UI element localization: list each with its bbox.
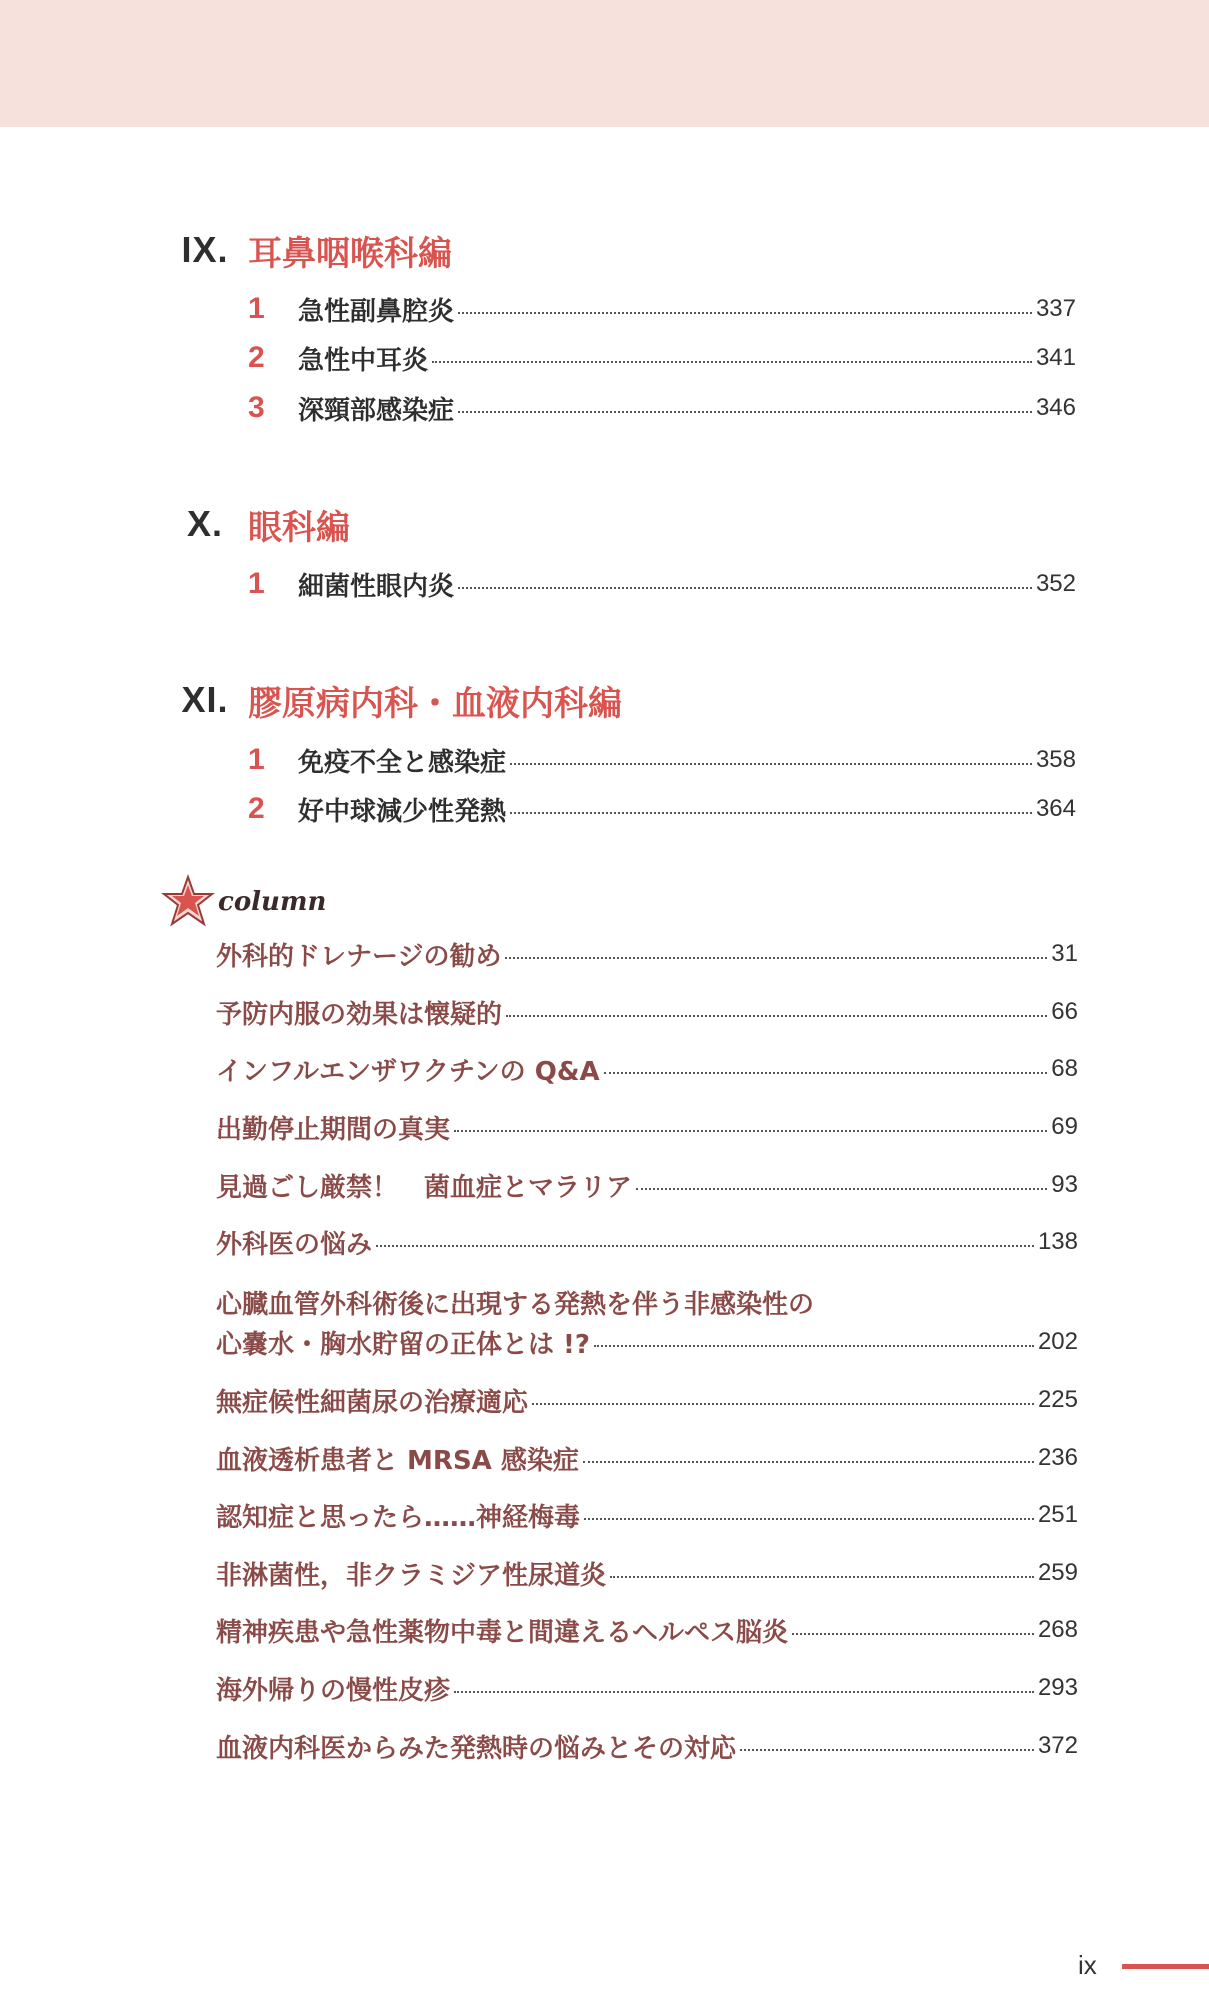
dot-leader: [604, 1071, 1048, 1074]
entry-title: 精神疾患や急性薬物中毒と間違えるヘルペス脳炎: [216, 1617, 789, 1648]
section-title: 膠原病内科・血液内科編: [248, 683, 622, 724]
entry-number: 1: [248, 292, 265, 325]
entry-title: 免疫不全と感染症: [298, 747, 507, 778]
section-title: 耳鼻咽喉科編: [248, 233, 452, 274]
dot-leader: [505, 956, 1047, 959]
column-entry[interactable]: [216, 1282, 1078, 1362]
entry-title-line2: 心嚢水・胸水貯留の正体とは !?: [216, 1329, 590, 1360]
entry-page: 69: [1051, 1113, 1078, 1140]
dot-leader: [432, 360, 1032, 363]
toc-entry[interactable]: [248, 740, 1076, 780]
entry-page: 358: [1035, 746, 1076, 773]
entry-number: 3: [248, 391, 265, 424]
entry-title: 無症候性細菌尿の治療適応: [216, 1387, 529, 1418]
section-numeral: X.: [186, 503, 223, 544]
section-heading-xi: [168, 678, 622, 722]
column-label: column: [218, 887, 327, 917]
entry-number: 1: [248, 743, 265, 776]
column-entry[interactable]: [216, 1553, 1078, 1593]
section-heading-ix: [168, 228, 452, 272]
page-number-rule: [1122, 1964, 1209, 1969]
dot-leader: [740, 1748, 1034, 1751]
section-numeral: XI.: [181, 679, 229, 720]
entry-title: 認知症と思ったら……神経梅毒: [216, 1502, 581, 1533]
entry-page: 138: [1037, 1228, 1078, 1255]
entry-number: 2: [248, 792, 265, 825]
dot-leader: [583, 1460, 1034, 1463]
entry-title: 非淋菌性，非クラミジア性尿道炎: [216, 1560, 607, 1591]
entry-page: 293: [1037, 1674, 1078, 1701]
entry-title: 見過ごし厳禁！ 菌血症とマラリア: [216, 1172, 633, 1203]
entry-title: インフルエンザワクチンの Q&A: [216, 1056, 600, 1087]
dot-leader: [610, 1575, 1034, 1578]
dot-leader: [458, 311, 1032, 314]
dot-leader: [506, 1014, 1047, 1017]
column-entry[interactable]: [216, 1438, 1078, 1478]
dot-leader: [454, 1129, 1047, 1132]
entry-page: 225: [1037, 1386, 1078, 1413]
dot-leader: [594, 1344, 1034, 1347]
entry-page: 364: [1035, 795, 1076, 822]
entry-page: 236: [1037, 1444, 1078, 1471]
entry-page: 68: [1051, 1055, 1078, 1082]
entry-title: 血液内科医からみた発熱時の悩みとその対応: [216, 1733, 737, 1764]
column-entry[interactable]: [216, 1380, 1078, 1420]
column-entry[interactable]: [216, 1165, 1078, 1205]
entry-title: 好中球減少性発熱: [298, 796, 507, 827]
entry-page: 352: [1035, 570, 1076, 597]
dot-leader: [458, 586, 1032, 589]
dot-leader: [454, 1690, 1034, 1693]
entry-title: 急性副鼻腔炎: [298, 296, 455, 327]
dot-leader: [792, 1632, 1034, 1635]
column-entry[interactable]: [216, 1107, 1078, 1147]
column-entry[interactable]: [216, 1049, 1078, 1089]
entry-title-line1: 心臓血管外科術後に出現する発熱を伴う非感染性の: [216, 1289, 815, 1320]
column-entry[interactable]: [216, 1495, 1078, 1535]
dot-leader: [584, 1517, 1034, 1520]
toc-entry[interactable]: [248, 338, 1076, 378]
toc-entry[interactable]: [248, 564, 1076, 604]
entry-page: 251: [1037, 1501, 1078, 1528]
entry-title: 血液透析患者と MRSA 感染症: [216, 1445, 579, 1476]
dot-leader: [510, 762, 1032, 765]
column-entry[interactable]: [216, 934, 1078, 974]
column-entry[interactable]: [216, 1222, 1078, 1262]
entry-title: 予防内服の効果は懐疑的: [216, 999, 503, 1030]
entry-title: 外科医の悩み: [216, 1229, 373, 1260]
entry-page: 31: [1051, 940, 1078, 967]
entry-title: 急性中耳炎: [298, 345, 429, 376]
section-heading-x: [168, 502, 350, 546]
page-number: ix: [1078, 1950, 1097, 1980]
entry-page: 66: [1051, 998, 1078, 1025]
entry-title: 海外帰りの慢性皮疹: [216, 1675, 451, 1706]
entry-page: 341: [1035, 344, 1076, 371]
entry-title: 細菌性眼内炎: [298, 571, 455, 602]
entry-page: 259: [1037, 1559, 1078, 1586]
column-entry[interactable]: [216, 1726, 1078, 1766]
entry-number: 1: [248, 567, 265, 600]
column-entry[interactable]: [216, 1668, 1078, 1708]
column-entry[interactable]: [216, 1610, 1078, 1650]
dot-leader: [376, 1244, 1034, 1247]
star-badge-icon: [160, 874, 216, 930]
entry-page: 337: [1035, 295, 1076, 322]
entry-page: 346: [1035, 394, 1076, 421]
toc-entry[interactable]: [248, 388, 1076, 428]
entry-title: 外科的ドレナージの勧め: [216, 941, 502, 972]
section-title: 眼科編: [248, 507, 350, 548]
toc-entry[interactable]: [248, 289, 1076, 329]
column-heading: [160, 872, 326, 932]
column-entry[interactable]: [216, 992, 1078, 1032]
section-numeral: IX.: [181, 229, 229, 270]
entry-page: 372: [1037, 1732, 1078, 1759]
dot-leader: [636, 1187, 1047, 1190]
entry-number: 2: [248, 341, 265, 374]
entry-title: 深頸部感染症: [298, 395, 455, 426]
entry-page: 202: [1037, 1328, 1078, 1355]
entry-page: 93: [1051, 1171, 1078, 1198]
dot-leader: [532, 1402, 1034, 1405]
entry-title: 出勤停止期間の真実: [216, 1114, 451, 1145]
dot-leader: [458, 410, 1032, 413]
entry-page: 268: [1037, 1616, 1078, 1643]
dot-leader: [510, 811, 1032, 814]
toc-entry[interactable]: [248, 789, 1076, 829]
header-band: [0, 0, 1209, 127]
